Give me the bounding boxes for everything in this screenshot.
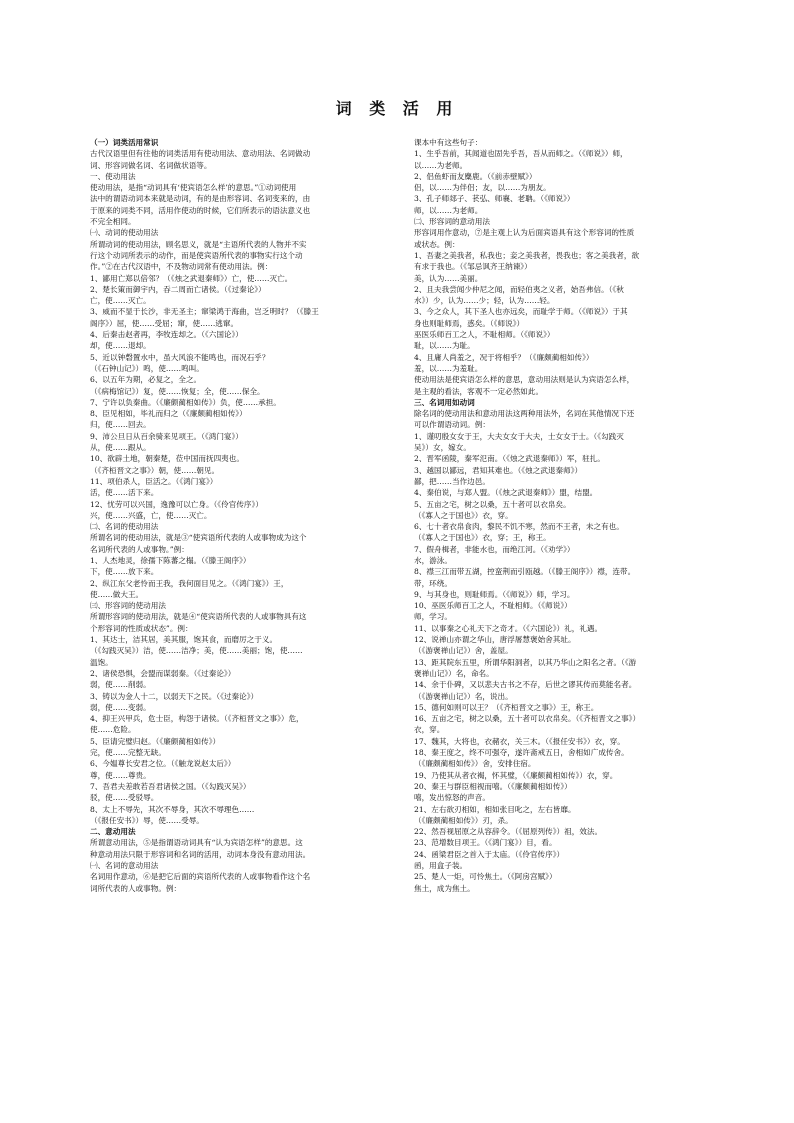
text-line: 温饱。 — [90, 657, 113, 667]
text-line: 4、后秦击赵者再，李牧连却之。（《六国论》） — [90, 330, 243, 340]
text-line: 12、忧劳可以兴国，逸豫可以亡身。（《伶官传序》） — [90, 499, 263, 509]
text-line: 16、五亩之宅，树之以桑，五十者可以衣帛矣。（《齐桓晋文之事》） — [414, 714, 641, 724]
text-line: 尊，使……尊贵。 — [90, 770, 151, 780]
text-line: （《游褒禅山记》）名，说出。 — [414, 691, 513, 701]
text-line: 所谓动词的使动用法，顾名思义，就是“主语所代表的人物并不实 — [90, 239, 307, 249]
text-line: 耻，以……为耻。 — [414, 341, 475, 351]
text-line: 6、七十者衣帛食肉，黎民不饥不寒，然而不王者，未之有也。 — [414, 522, 624, 532]
text-line: 形容词用作意动，⑦是主观上认为后面宾语具有这个形容词的性质 — [414, 228, 635, 238]
text-line: 侣，以……为伴侣；友，以……为朋友。 — [414, 183, 551, 193]
text-line: 美，认为……美丽。 — [414, 273, 483, 283]
text-line: 或状态。例： — [414, 239, 460, 249]
text-line: 可以作谓语动词。例： — [414, 420, 490, 430]
text-line: 7、吾君夫差敢若吾君诸侯之国。（《勾践灭吴》） — [90, 781, 251, 791]
text-line: 所谓意动用法，⑤是指谓语动词具有“认为宾语怎样”的意思。这 — [90, 838, 303, 848]
text-line: 18、秦王度之，终不可强夺，遂许斋戒五日，舍相如广成传舍。 — [414, 748, 629, 758]
text-line: 20、秦王与群臣相视而嘻。（《廉颇蔺相如传》） — [414, 781, 572, 791]
page-title: 词 类 活 用 — [335, 99, 459, 118]
text-line: 4、秦伯说，与郑人盟。（《烛之武退秦师》）盟，结盟。 — [414, 488, 598, 498]
text-line: 15、德何如则可以王？（《齐桓晋文之事》）王，称王。 — [414, 702, 599, 712]
text-line: 2、晋军函陵，秦军氾南。（《烛之武退秦师》）军，驻扎。 — [414, 454, 605, 464]
text-line: 巫医乐师百工之人，不耻相师。（《师说》） — [414, 330, 555, 340]
text-line: 法中的谓语动词本来就是动词，有的是由形容词、名词变来的，由 — [90, 194, 311, 204]
text-line: 使动用法是使宾语怎么样的意思，意动用法则是认为宾语怎么样， — [414, 375, 635, 385]
text-line: 驳，使……受驳辱。 — [90, 793, 159, 803]
right-column — [414, 137, 714, 894]
text-line: 21、左右欲刃相如，相如张目叱之，左右皆靡。 — [414, 804, 576, 814]
text-line: 使……做大王。 — [90, 589, 144, 599]
text-line: 1、其达士，洁其居，美其服，饱其食，而磨厉之于义。 — [90, 635, 278, 645]
text-line: 3、孔子师郯子、苌弘、师襄、老聃。（《师说》） — [414, 194, 575, 204]
text-line: 1、生乎吾前，其闻道也固先乎吾，吾从而师之。（《师说》）师， — [414, 149, 628, 159]
text-line: 8、太上不辱先，其次不辱身，其次不辱理色…… — [90, 804, 255, 814]
text-line: 10、欲辟土地，朝秦楚，莅中国而抚四夷也。 — [90, 454, 244, 464]
text-line: 3、威而不显于长沙，非无圣主；窜梁鸿于海曲，岂乏明时？（《滕王 — [90, 307, 319, 317]
text-line: ㈡、名词的使动用法 — [90, 522, 159, 532]
text-line: 古代汉语里但有往他的词类活用有使动用法、意动用法、名词做动 — [90, 149, 311, 159]
text-line: （《寡人之于国也》）衣，穿。 — [414, 510, 513, 520]
text-line: 是主观的看法，客观不一定必然如此。 — [414, 386, 544, 396]
text-line: 1、鄙用亡郑以倍邻？（《烛之武退秦师》）亡，使……灭亡。 — [90, 273, 293, 283]
text-line: 水》）少，认为……少；轻，认为……轻。 — [414, 296, 555, 306]
text-line: 3、铸以为金人十二，以弱天下之民。（《过秦论》） — [90, 691, 259, 701]
text-line: 2、且夫我尝闻少仲尼之闻，而轻伯夷之义者，始吾弗信。（《秋 — [414, 284, 624, 294]
text-line: 2、侣鱼虾而友麋鹿。（《前赤壁赋》） — [414, 171, 537, 181]
text-line: 嘻，发出惊怒的声音。 — [414, 793, 490, 803]
text-line: 于原来的词类不同，活用作使动的时候，它们所表示的语法意义也 — [90, 205, 311, 215]
text-line: 完，使……完整无缺。 — [90, 748, 166, 758]
text-line: （《勾践灭吴》）洁，使……洁净；美，使……美丽；饱，使…… — [90, 646, 303, 656]
text-line: 9、与其身也，则耻师焉。（《师说》）师，学习。 — [414, 589, 575, 599]
text-line: ㈠、动词的使动用法 — [90, 228, 159, 238]
text-line: （《病梅馆记》）复，使……恢复；全，使……保全。 — [90, 386, 265, 396]
text-line: 吴》）女，嫁女。 — [414, 443, 471, 453]
text-line: 种意动用法只限于形容词和名词的活用，动词本身没有意动用法。 — [90, 849, 311, 859]
text-line: 一、使动用法 — [90, 171, 136, 181]
text-line: 8、臣见相如，毕礼而归之（《廉颇蔺相如传》） — [90, 409, 247, 419]
text-line: 鄙，把……当作边邑。 — [414, 476, 490, 486]
text-line: 有求于我也。（《邹忌讽齐王纳谏》） — [414, 262, 532, 272]
text-line: （《游褒禅山记》）舍，盖屋。 — [414, 646, 513, 656]
text-line: 1、吾妻之美我者，私我也；妾之美我者，畏我也；客之美我者，欲 — [414, 250, 640, 260]
text-line: 6、今媪尊长安君之位。（《触龙说赵太后》） — [90, 759, 236, 769]
text-line: 衣，穿。 — [414, 725, 445, 735]
text-line: （《寡人之于国也》）衣，穿；王，称王。 — [414, 533, 551, 543]
text-line: 25、楚人一炬，可怜焦土。（《阿房宫赋》） — [414, 872, 557, 882]
text-line: 5、近以钟磬置水中，虽大风浪不能鸣也，而况石乎？ — [90, 352, 270, 362]
text-line: 羞，以……为羞耻。 — [414, 363, 483, 373]
text-line: ㈢、形容词的使动用法 — [90, 601, 166, 611]
text-line: ㈠、名词的意动用法 — [90, 861, 159, 870]
text-line: 阁序》）屈，使……受屈；窜，使……逃窜。 — [90, 318, 239, 328]
text-line: 12、说禅山亦谓之华山，唐浮屠慧褒始舍其址。 — [414, 635, 576, 645]
text-line: （《廉颇蔺相如传》）舍，安排住宿。 — [414, 759, 536, 769]
text-line: 3、今之众人，其下圣人也亦远矣，而耻学于师。（《师说》）于其 — [414, 307, 628, 317]
text-line: 所谓名词的使动用法，就是③“使宾语所代表的人或事物成为这个 — [90, 533, 307, 543]
text-line: 14、余于仆碑，又以悲夫古书之不存，后世之谬其传而莫能名者。 — [414, 680, 637, 690]
text-line: 弱，使……削弱。 — [90, 680, 151, 690]
text-line: 5、臣请完璧归赵。（《廉颇蔺相如传》） — [90, 736, 221, 746]
text-line: 10、巫医乐师百工之人，不耻相师。（《师说》） — [414, 601, 572, 611]
text-line: 词所代表的人或事物。例： — [90, 883, 182, 893]
text-line: 焦土，成为焦土。 — [414, 883, 475, 893]
section-heading: 三、名词用如动词 — [414, 397, 475, 407]
text-line: 11、以事秦之心礼天下之奇才。（《六国论》）礼，礼遇。 — [414, 623, 603, 633]
text-line: 所谓形容词的使动用法，就是④“使宾语所代表的人或事物具有这 — [90, 612, 307, 622]
text-line: 师，学习。 — [414, 612, 452, 622]
text-line: 11、项伯杀人，臣活之。（《鸿门宴》） — [90, 476, 218, 486]
text-line: 4、抑王兴甲兵，危士臣，构怨于诸侯。（《齐桓晋文之事》）危， — [90, 714, 304, 724]
text-line: 带，环绕。 — [414, 578, 452, 588]
text-line: 褒禅山记》）名，命名。 — [414, 668, 494, 678]
text-line: 身也则耻师焉，惑矣。（《师说》） — [414, 318, 525, 328]
text-line: 以……为老师。 — [414, 160, 468, 170]
section-heading: （一）词类活用常识 — [90, 138, 159, 147]
text-line: 2、楚长策而御宇内，吞二周而亡诸侯。（《过秦论》） — [90, 284, 266, 294]
left-column — [90, 137, 390, 894]
text-line: 5、五亩之宅，树之以桑，五十者可以衣帛矣。 — [414, 499, 571, 509]
text-line: 1、人杰地灵，徐孺下陈蕃之榻。（《滕王阁序》） — [90, 555, 251, 565]
text-line: 2、纵江东父老怜而王我，我何面目见之。（《鸿门宴》）王， — [90, 578, 289, 588]
text-line: 24、函梁君臣之首入于太庙。（《伶官传序》） — [414, 849, 565, 859]
text-line: 下，使……放下来。 — [90, 567, 159, 577]
text-line: 弱，使……变弱。 — [90, 702, 151, 712]
text-line: 使动用法，是指“动词具有‘使宾语怎么样’的意思。”①动词使用 — [90, 183, 297, 193]
text-line: 7、宁许以负秦曲。（《廉颇蔺相如传》）负，使……承担。 — [90, 397, 281, 407]
text-line: 个形容词的性质或状态”。例： — [90, 623, 193, 633]
text-line: 师，以……为老师。 — [414, 205, 483, 215]
text-line: 4、且庸人尚羞之，况于将相乎？（《廉颇蔺相如传》） — [414, 352, 594, 362]
text-line: 13、距其院东五里，所谓华阳洞者，以其乃华山之阳名之者。（《游 — [414, 657, 637, 667]
text-line: 活，使……活下来。 — [90, 488, 159, 498]
text-line: 8、襟三江而带五湖，控蛮荆而引瓯越。（《滕王阁序》）襟，连带。 — [414, 567, 636, 577]
text-line: 不完全相同。 — [90, 217, 136, 227]
text-line: 水，游泳。 — [414, 555, 452, 565]
text-line: 3、越国以鄙远，君知其难也。（《烛之武退秦师》） — [414, 465, 583, 475]
text-line: （《石钟山记》）鸣，使……鸣叫。 — [90, 363, 204, 373]
text-line: 名词用作意动，⑥是把它后面的宾语所代表的人或事物看作这个名 — [90, 872, 311, 882]
text-line: （《齐桓晋文之事》）朝，使……朝见。 — [90, 465, 220, 475]
text-line: 名词所代表的人或事物。”例： — [90, 544, 189, 554]
text-line: 函，用盒子装。 — [414, 861, 468, 870]
text-line: 19、乃使其从者衣褐，怀其璧，（《廉颇蔺相如传》）衣，穿。 — [414, 770, 618, 780]
text-line: 17、魏其，大将也，衣赭衣，关三木。（《报任安书》）衣，穿。 — [414, 736, 625, 746]
text-line: 除名词的使动用法和意动用法这两种用法外，名词在其他情况下还 — [414, 409, 635, 419]
text-line: 兴，使……兴盛，亡，使……灭亡。 — [90, 510, 212, 520]
text-line: 23、范增数目项王。（《鸿门宴》）目，看。 — [414, 838, 557, 848]
text-line: 7、假舟楫者，非能水也，而绝江河。（《劝学》） — [414, 544, 575, 554]
text-line: 行这个动词所表示的动作，而是使宾语所代表的事物实行这个动 — [90, 250, 303, 260]
text-line: 1、谨叨殷女女于王，大夫女女于大夫，士女女于士。（《勾践灭 — [414, 431, 624, 441]
text-line: 亡，使……灭亡。 — [90, 296, 151, 306]
text-line: 6、以五年为期，必复之，全之。 — [90, 375, 202, 385]
text-line: 2、诸侯恐惧，会盟而谋弱秦。（《过秦论》） — [90, 668, 236, 678]
text-line: （《廉颇蔺相如传》）刃，杀。 — [414, 815, 513, 825]
text-line: 从，使……跟从。 — [90, 443, 151, 453]
text-line: 课本中有这些句子： — [414, 138, 483, 147]
text-line: 却，使……退却。 — [90, 341, 151, 351]
text-line: 归，使……回去。 — [90, 420, 151, 430]
text-line: 作。”②在古代汉语中，不及物动词常有使动用法。例： — [90, 262, 273, 272]
text-line: 词、形容词做名词、名词做状语等。 — [90, 160, 212, 170]
text-line: 9、沛公旦日从百余骑来见项王。（《鸿门宴》） — [90, 431, 243, 441]
text-line: 使……危险。 — [90, 725, 136, 735]
text-line: （《报任安书》）辱，使……受辱。 — [90, 815, 204, 825]
section-heading: 二、意动用法 — [90, 827, 136, 837]
text-line: ㈡、形容词的意动用法 — [414, 217, 490, 227]
text-line: 22、然吾视屈原之从容辞令。（《屈原列传》）祖，效法。 — [414, 827, 603, 837]
